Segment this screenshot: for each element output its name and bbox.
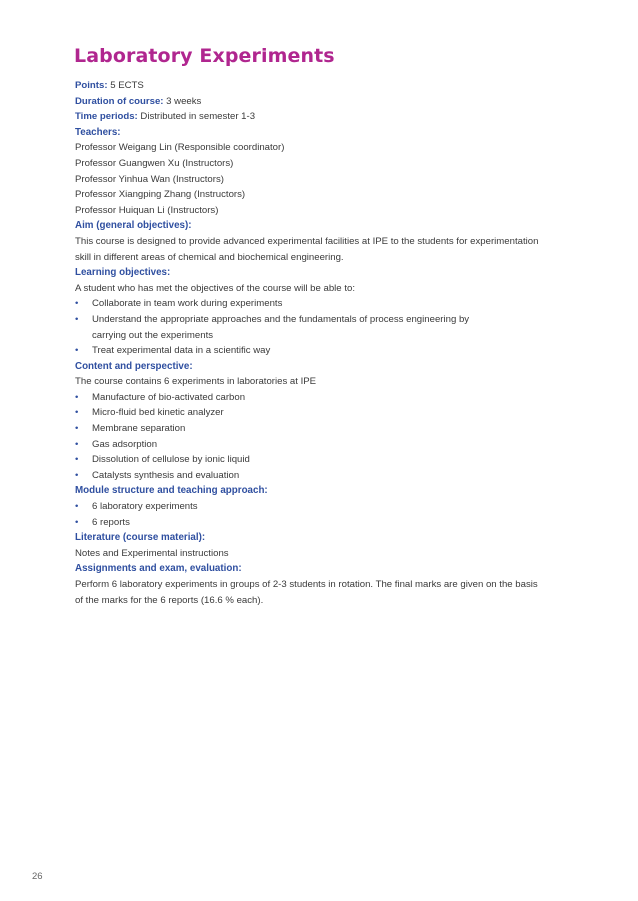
list-item: • Micro-fluid bed kinetic analyzer — [75, 405, 555, 421]
bullet-icon: • — [75, 407, 79, 419]
list-item: • Understand the appropriate approaches and the fundamentals of process engineering by carrying out the experiments — [75, 313, 470, 341]
list-item: • Dissolution of cellulose by ionic liquid — [75, 452, 555, 468]
bullet-icon: • — [75, 423, 79, 435]
assignments-heading: Assignments and exam, evaluation: — [75, 563, 242, 575]
page-content — [75, 44, 555, 608]
duration-value: 3 weeks — [166, 95, 202, 107]
experiments-list — [75, 390, 555, 484]
teachers-heading: Teachers: — [75, 126, 121, 138]
bullet-icon: • — [75, 391, 79, 403]
teacher-item: Professor Yinhua Wan (Instructors) — [75, 173, 224, 185]
teacher-item: Professor Weigang Lin (Responsible coordinator) — [75, 142, 285, 154]
bullet-icon: • — [75, 438, 79, 450]
bullet-icon: • — [75, 516, 79, 528]
list-item: • Membrane separation — [75, 421, 555, 437]
list-item: • 6 reports — [75, 515, 555, 531]
learning-objectives-list — [75, 296, 555, 358]
list-item: • Treat experimental data in a scientific way — [75, 343, 555, 359]
time-periods-row — [75, 109, 555, 125]
aim-text-line: skill in different areas of chemical and biochemical engineering. — [75, 251, 344, 263]
points-row — [75, 78, 555, 94]
duration-label: Duration of course: — [75, 95, 164, 107]
bullet-icon: • — [75, 454, 79, 466]
time-periods-value: Distributed in semester 1-3 — [140, 111, 256, 123]
bullet-icon: • — [75, 345, 79, 357]
module-heading: Module structure and teaching approach: — [75, 485, 268, 497]
bullet-icon: • — [75, 469, 79, 481]
literature-text: Notes and Experimental instructions — [75, 547, 229, 559]
list-item-continuation: carrying out the experiments — [92, 329, 214, 341]
points-label: Points: — [75, 80, 108, 91]
list-item: • Collaborate in team work during experiments — [75, 296, 555, 312]
assignments-text-line: of the marks for the 6 reports (16.6 % each). — [75, 594, 264, 606]
list-item: • Catalysts synthesis and evaluation — [75, 468, 555, 484]
assignments-text-line: Perform 6 laboratory experiments in groups of 2-3 students in rotation. The final marks are given on the basis — [75, 579, 538, 590]
list-item: • 6 laboratory experiments — [75, 499, 555, 515]
aim-heading: Aim (general objectives): — [75, 220, 192, 232]
bullet-icon: • — [75, 298, 79, 310]
list-item: • Manufacture of bio-activated carbon — [75, 390, 555, 406]
duration-row — [75, 94, 555, 110]
teacher-item: Professor Xiangping Zhang (Instructors) — [75, 189, 246, 201]
bullet-icon: • — [75, 501, 79, 513]
learning-intro: A student who has met the objectives of the course will be able to: — [75, 282, 355, 294]
content-intro: The course contains 6 experiments in laboratories at IPE — [75, 376, 317, 388]
points-value: 5 ECTS — [110, 80, 144, 91]
teacher-item: Professor Huiquan Li (Instructors) — [75, 204, 219, 216]
list-item: • Gas adsorption — [75, 437, 555, 453]
bullet-icon: • — [75, 313, 79, 325]
aim-text-line: This course is designed to provide advanced experimental facilities at IPE to the students for experimentation — [75, 235, 539, 247]
teacher-item: Professor Guangwen Xu (Instructors) — [75, 157, 234, 169]
content-heading: Content and perspective: — [75, 360, 193, 372]
literature-heading: Literature (course material): — [75, 532, 206, 544]
learning-objectives-heading: Learning objectives: — [75, 267, 171, 279]
page-number: 26 — [32, 871, 43, 882]
page-title: Laboratory Experiments — [74, 45, 335, 67]
time-periods-label: Time periods: — [75, 111, 138, 123]
module-list — [75, 499, 555, 530]
